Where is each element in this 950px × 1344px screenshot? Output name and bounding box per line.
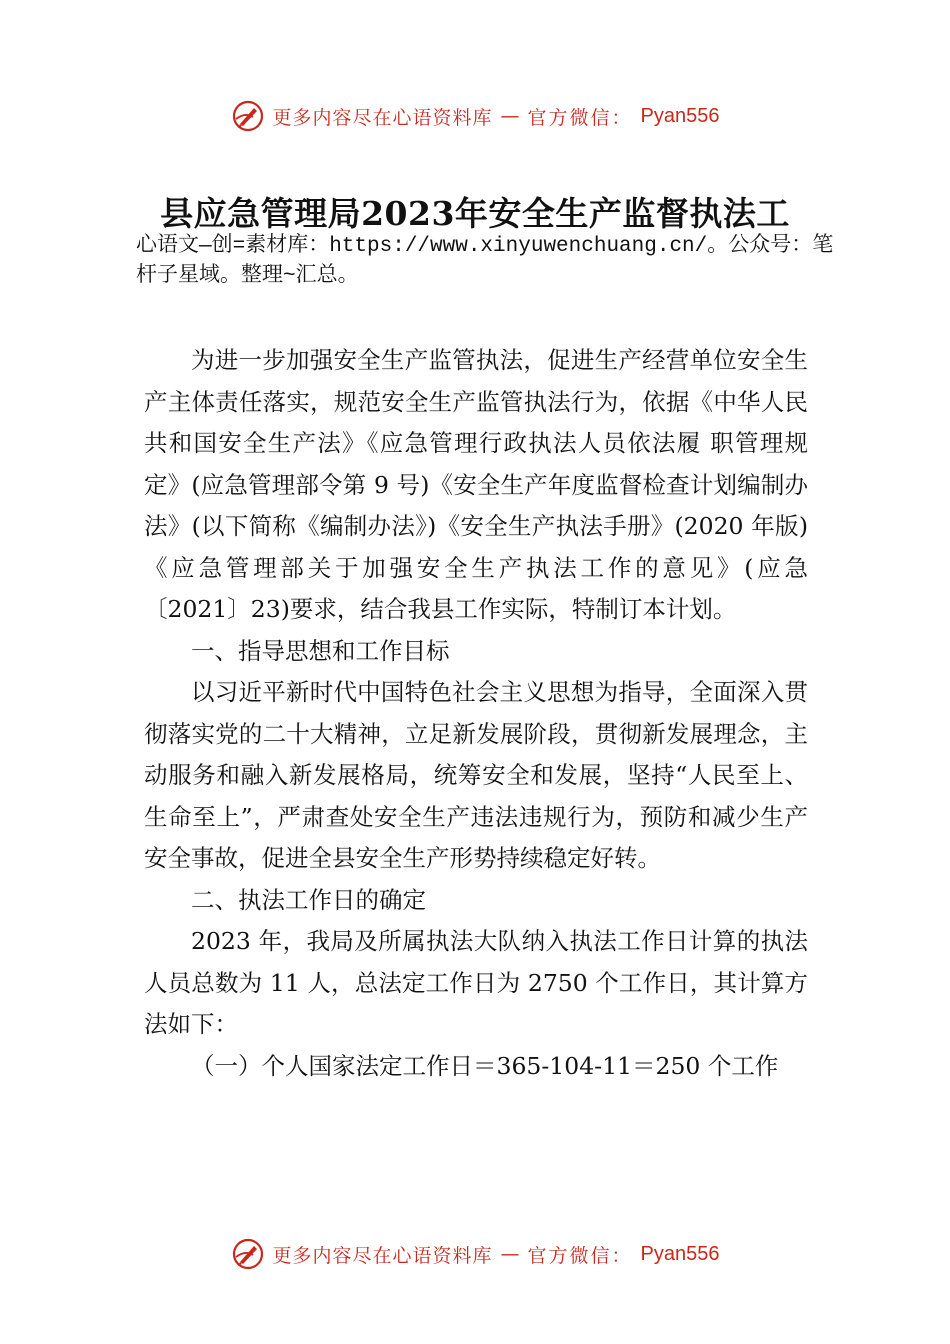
banner-wechat-id: Pyan556 bbox=[640, 104, 720, 127]
banner-dash: — bbox=[500, 1243, 520, 1265]
paragraph-intro: 为进一步加强安全生产监管执法，促进生产经营单位安全生产主体责任落实，规范安全生产监管执法行为，依据《中华人民共和国安全生产法》《应急管理行政执法人员依法履 职管理规定》(应急管理部令第 9 号)《安全生产年度监督检查计划编制办法》(以下简称《编制办法》)《安全生产执法手册》(2020 年版)《应急管理部关于加强安全生产执法工作的意见》(应急〔2021〕23)要求，结合我县工作实际，特制订本计划。 bbox=[144, 346, 808, 623]
banner-brand-text: 更多内容尽在心语资料库 bbox=[272, 1244, 493, 1267]
footer-banner bbox=[0, 1234, 950, 1274]
banner-wechat-label: 官方微信： bbox=[527, 1244, 633, 1267]
paragraph-guiding-thought: 以习近平新时代中国特色社会主义思想为指导，全面深入贯彻落实党的二十大精神，立足新发展阶段，贯彻新发展理念，主动服务和融入新发展格局，统筹安全和发展，坚持“人民至上、生命至上”，严肃查处安全生产违法违规行为，预防和减少生产安全事故，促进全县安全生产形势持续稳定好转。 bbox=[144, 678, 808, 872]
section-heading-2: 二、执法工作日的确定 bbox=[191, 885, 426, 914]
paragraph-workday-formula: （一）个人国家法定工作日＝365-104-11＝250 个工作 bbox=[191, 1051, 779, 1080]
source-note: 心语文—创=素材库：https://www.xinyuwenchuang.cn/。公众号：笔杆子星域。整理~汇总。 bbox=[136, 235, 834, 288]
banner-wechat-label: 官方微信： bbox=[527, 106, 633, 129]
paragraph-workdays: 2023 年，我局及所属执法大队纳入执法工作日计算的执法人员总数为 11 人，总法定工作日为 2750 个工作日，其计算方法如下： bbox=[144, 927, 808, 1038]
section-heading-1: 一、指导思想和工作目标 bbox=[191, 636, 450, 665]
banner-wechat-id: Pyan556 bbox=[640, 1242, 720, 1265]
banner-dash: — bbox=[500, 105, 520, 127]
document-title: 县应急管理局2023年安全生产监督执法工 bbox=[160, 194, 790, 233]
document-body bbox=[144, 340, 808, 1087]
banner-brand-text: 更多内容尽在心语资料库 bbox=[272, 106, 493, 129]
header-banner bbox=[0, 96, 950, 136]
pen-logo-icon bbox=[231, 1237, 265, 1271]
pen-logo-icon bbox=[231, 99, 265, 133]
